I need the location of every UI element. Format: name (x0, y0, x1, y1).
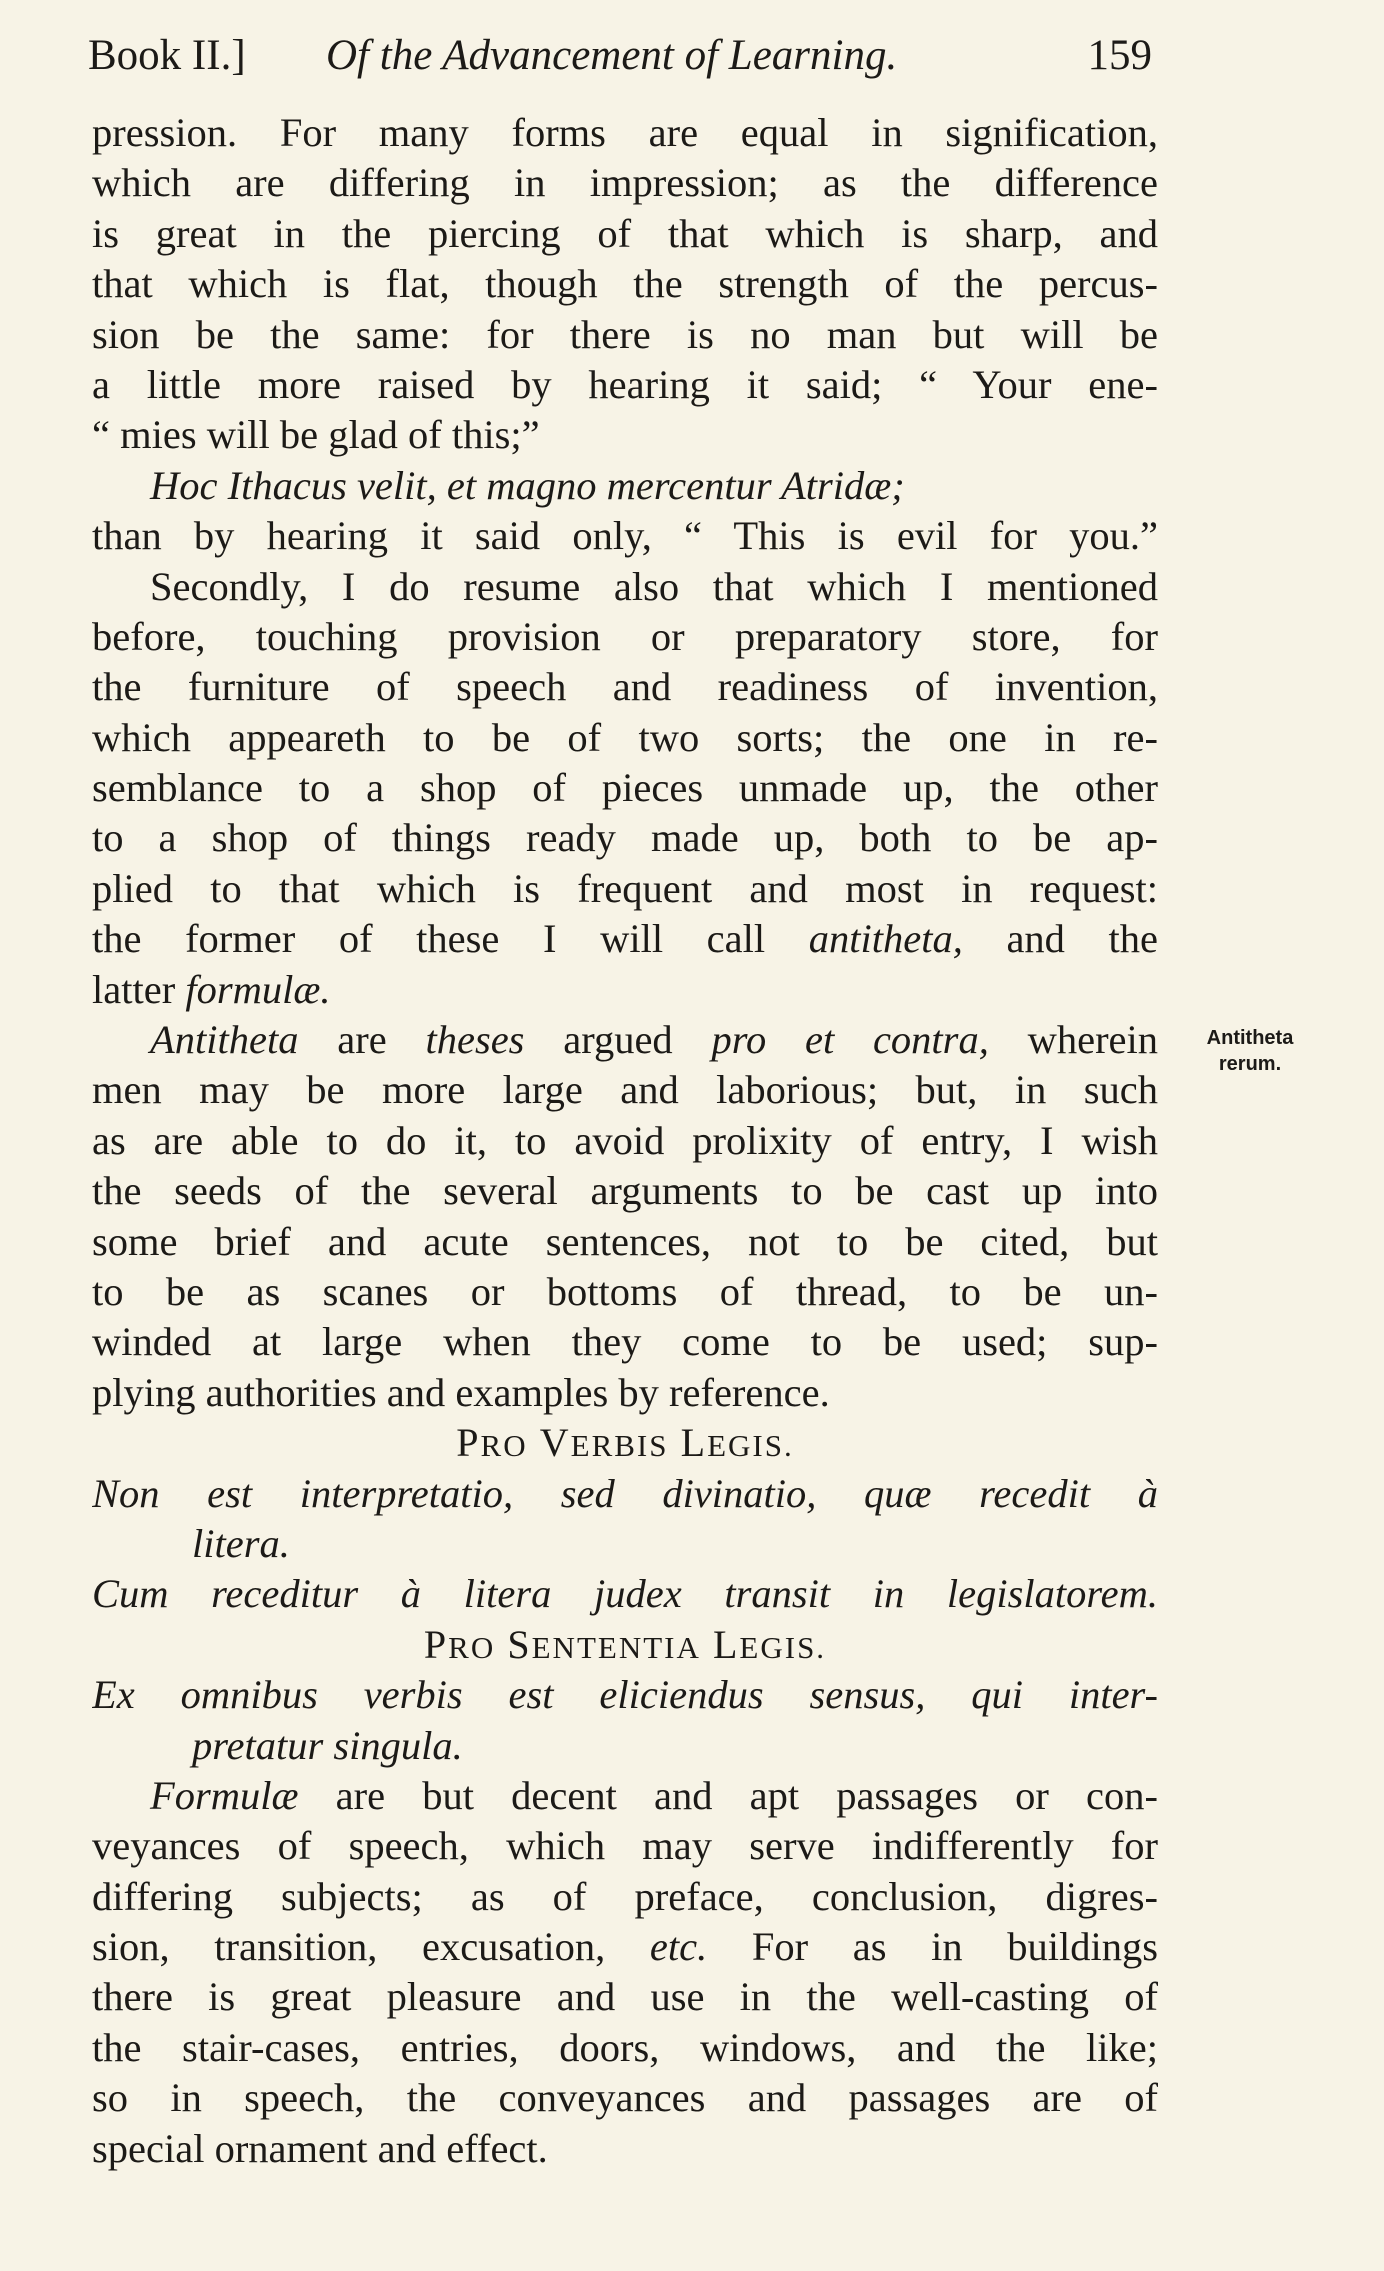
italic-term: pro et contra, (711, 1017, 989, 1063)
text-line (92, 1922, 1158, 1972)
text-line: a little more raised by hearing it said; “ Your ene- (92, 361, 1158, 407)
text-line: plied to that which is frequent and most in request: (92, 865, 1158, 911)
italic-term: theses (425, 1017, 525, 1063)
text-line: some brief and acute sentences, not to be cited, but (92, 1218, 1158, 1264)
italic-term: Formulæ (150, 1772, 299, 1818)
text-run: wherein (1027, 1017, 1158, 1063)
running-header (88, 26, 1162, 86)
heading-initial: L (712, 1621, 740, 1667)
text-line: before, touching provision or preparatory store, for (92, 613, 1158, 659)
text-line: to be as scanes or bottoms of thread, to be un- (92, 1268, 1158, 1314)
text-line: that which is flat, though the strength of the percus- (92, 261, 1158, 307)
text-line: semblance to a shop of pieces unmade up, the other (92, 765, 1158, 811)
heading-small-caps: RO (480, 1428, 528, 1464)
text-line: veyances of speech, which may serve indifferently for (92, 1823, 1158, 1869)
text-line: is great in the piercing of that which is sharp, and (92, 210, 1158, 256)
text-run: are (337, 1017, 387, 1063)
text-line: which are differing in impression; as the difference (92, 160, 1158, 206)
text-run: the former of these I will call (92, 916, 766, 962)
latin-maxim: Ex omnibus verbis est eliciendus sensus, qui inter- (92, 1672, 1158, 1718)
marginal-note-line: rerum. (1218, 1053, 1282, 1075)
heading-small-caps: EGIS. (739, 1629, 827, 1665)
heading-small-caps: EGIS. (707, 1428, 794, 1464)
heading-initial: P (456, 1420, 481, 1466)
heading-initial: P (423, 1621, 449, 1667)
text-line: differing subjects; as of preface, conclusion, digres- (92, 1873, 1158, 1919)
paragraph-start (92, 1771, 1158, 1821)
paragraph-start (92, 1015, 1158, 1065)
text-line: so in speech, the conveyances and passages are of (92, 2075, 1158, 2121)
latin-quotation: Hoc Ithacus velit, et magno mercentur Atridæ; (150, 462, 905, 508)
heading-initial: L (680, 1420, 708, 1466)
text-line: there is great pleasure and use in the well-casting of (92, 1974, 1158, 2020)
italic-term: etc. (649, 1924, 708, 1970)
section-heading (92, 1418, 1158, 1468)
text-line: special ornament and effect. (92, 2125, 548, 2171)
text-line (92, 914, 1158, 964)
latin-maxim: Cum receditur à litera judex transit in legislatorem. (92, 1571, 1158, 1617)
heading-initial: V (539, 1420, 571, 1466)
text-run: For as in buildings (751, 1924, 1158, 1970)
text-line: the seeds of the several arguments to be cast up into (92, 1168, 1158, 1214)
heading-small-caps: RO (448, 1629, 496, 1665)
italic-term: antitheta, (808, 916, 963, 962)
heading-small-caps: ENTENTIA (531, 1629, 701, 1665)
text-line: as are able to do it, to avoid prolixity of entry, I wish (92, 1117, 1158, 1163)
text-line: sion be the same: for there is no man but will be (92, 311, 1158, 357)
marginal-note-line: Antitheta (1206, 1027, 1294, 1049)
section-heading (92, 1620, 1158, 1670)
text-line: the furniture of speech and readiness of invention, (92, 664, 1158, 710)
text-line: plying authorities and examples by reference. (92, 1369, 830, 1415)
book-reference: Book II.] (88, 32, 246, 79)
page-number: 159 (1087, 32, 1152, 79)
italic-term: Antitheta (150, 1017, 299, 1063)
text-run: sion, transition, excusation, (92, 1924, 606, 1970)
latin-maxim-continued: litera. (192, 1520, 290, 1566)
text-run: latter (92, 966, 176, 1012)
heading-small-caps: ERBIS (570, 1428, 669, 1464)
heading-initial: S (507, 1621, 532, 1667)
text-run: are but decent and apt passages or con- (335, 1772, 1158, 1818)
text-line: pression. For many forms are equal in signification, (92, 110, 1158, 155)
text-line: men may be more large and laborious; but, in such (92, 1067, 1158, 1113)
text-line: “ mies will be glad of this;” (92, 412, 540, 458)
latin-maxim-continued: pretatur singula. (192, 1722, 463, 1768)
text-run: and the (1006, 916, 1158, 962)
italic-term: formulæ. (185, 966, 331, 1012)
latin-maxim: Non est interpretatio, sed divinatio, quæ recedit à (92, 1470, 1158, 1516)
text-line: winded at large when they come to be used; sup- (92, 1319, 1158, 1365)
text-line: than by hearing it said only, “ This is evil for you.” (92, 513, 1158, 559)
text-line: the stair-cases, entries, doors, windows, and the like; (92, 2024, 1158, 2070)
text-line (92, 965, 1158, 1015)
text-run: argued (563, 1017, 673, 1063)
text-line: which appeareth to be of two sorts; the one in re- (92, 714, 1158, 760)
paragraph-start: Secondly, I do resume also that which I mentioned (150, 563, 1158, 609)
running-title: Of the Advancement of Learning. (326, 32, 898, 79)
body-text (92, 108, 1158, 2174)
marginal-note (1180, 1025, 1320, 1077)
text-line: to a shop of things ready made up, both to be ap- (92, 815, 1158, 861)
